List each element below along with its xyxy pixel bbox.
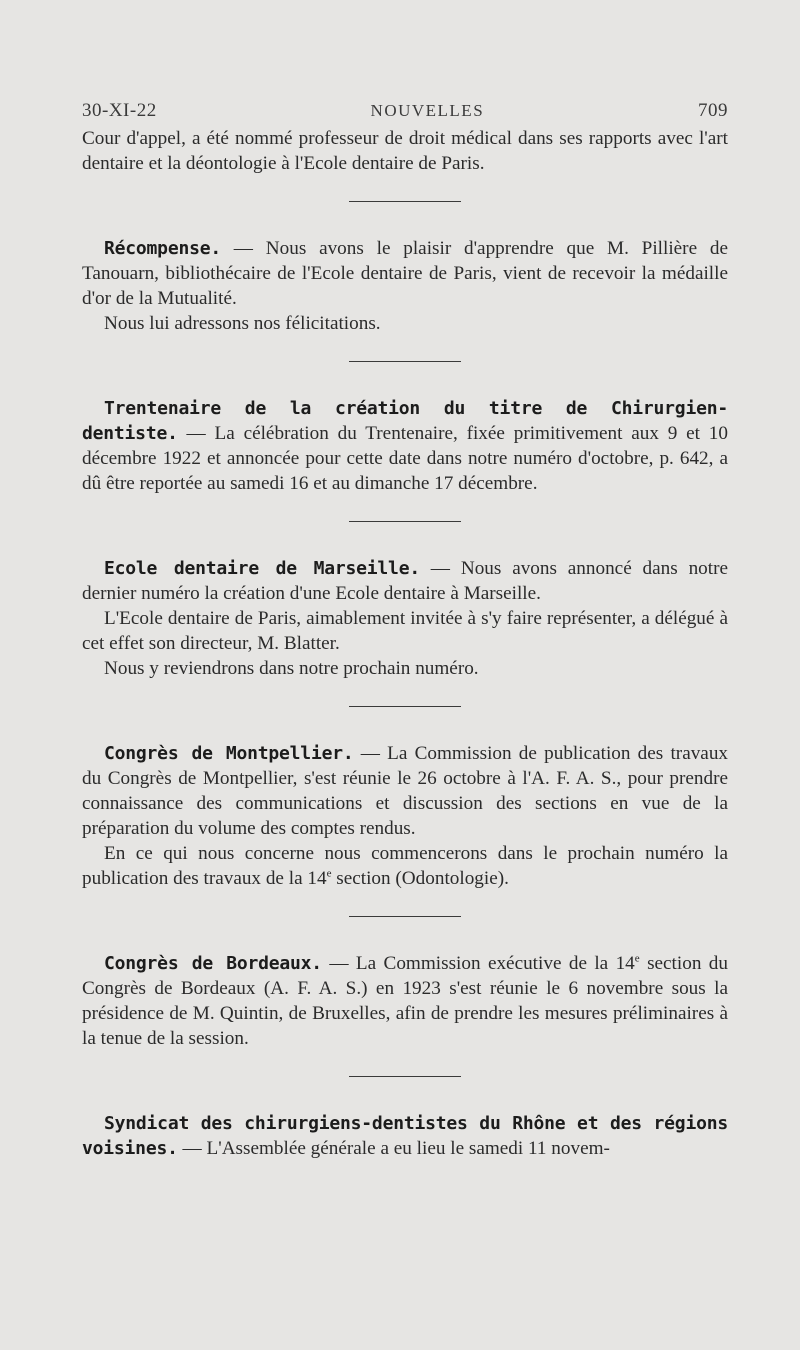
- article-montpellier: [82, 741, 728, 841]
- article-bordeaux: [82, 951, 728, 1051]
- article-paragraph: Nous y reviendrons dans notre prochain numéro.: [104, 658, 479, 679]
- article-text: — Nous avons annoncé dans notre dernier numéro la création d'une Ecole dentaire à Marseille.: [82, 558, 728, 604]
- superscript: e: [326, 867, 332, 880]
- article-heading: Congrès de Montpellier.: [104, 743, 354, 764]
- section-divider: [349, 916, 461, 917]
- section-divider: [349, 1076, 461, 1077]
- article-paragraph: Nous lui adressons nos félicitations.: [104, 313, 381, 334]
- article-paragraph: [82, 841, 728, 891]
- article-paragraph: L'Ecole dentaire de Paris, aimablement invitée à s'y faire représenter, a délégué à cet effet son directeur, M. Blatter.: [82, 608, 728, 654]
- article-heading: Syndicat des chirurgiens-dentistes du Rhône et des régions voisines.: [82, 1113, 728, 1159]
- article-heading: Congrès de Bordeaux.: [104, 953, 322, 974]
- article-text: — L'Assemblée générale a eu lieu le samedi 11 novem-: [177, 1138, 610, 1159]
- section-divider: [349, 706, 461, 707]
- article-text: — La Commission de publication des travaux du Congrès de Montpellier, s'est réunie le 26 octobre à l'A. F. A. S., pour prendre connaissance des communications et discussion des sections en vue de la préparation du volume des comptes rendus.: [82, 743, 729, 839]
- section-divider: [349, 201, 461, 202]
- article-trentenaire: [82, 396, 728, 496]
- article-text: — La célébration du Trentenaire, fixée primitivement aux 9 et 10 décembre 1922 et annoncée pour cette date dans notre numéro d'octobre, p. 642, a dû être reportée au samedi 16 et au dimanche 17 décembre.: [82, 423, 728, 494]
- article-text: section du Congrès de Bordeaux (A. F. A. S.) en 1923 s'est réunie le 6 novembre sous la présidence de M. Quintin, de Bruxelles, afin de prendre les mesures préliminaires à la tenue de la session.: [82, 953, 728, 1049]
- paragraph-text: section (Odontologie).: [331, 868, 509, 889]
- page-number: 709: [698, 100, 728, 121]
- section-divider: [349, 361, 461, 362]
- article-marseille: [82, 556, 728, 606]
- article-syndicat: [82, 1111, 728, 1161]
- article-heading: Récompense.: [104, 238, 222, 259]
- section-divider: [349, 521, 461, 522]
- article-heading: Trentenaire de la création du titre de Chirurgien-dentiste.: [82, 398, 728, 444]
- article-text: — La Commission exécutive de la 14: [321, 953, 635, 974]
- running-head: [82, 100, 728, 122]
- continuation-paragraph: Cour d'appel, a été nommé professeur de droit médical dans ses rapports avec l'art dentaire et la déontologie à l'Ecole dentaire de Paris.: [82, 128, 728, 174]
- header-section-title: NOUVELLES: [370, 101, 485, 120]
- paragraph-text: En ce qui nous concerne nous commencerons dans le prochain numéro la publication des travaux de la 14: [82, 843, 728, 889]
- article-recompense: [82, 236, 728, 311]
- header-date: 30-XI-22: [82, 100, 157, 121]
- article-heading: Ecole dentaire de Marseille.: [104, 558, 420, 579]
- superscript: e: [634, 952, 640, 965]
- article-text: — Nous avons le plaisir d'apprendre que M. Pillière de Tanouarn, bibliothécaire de l'Ecole dentaire de Paris, vient de recevoir la médaille d'or de la Mutualité.: [82, 238, 728, 309]
